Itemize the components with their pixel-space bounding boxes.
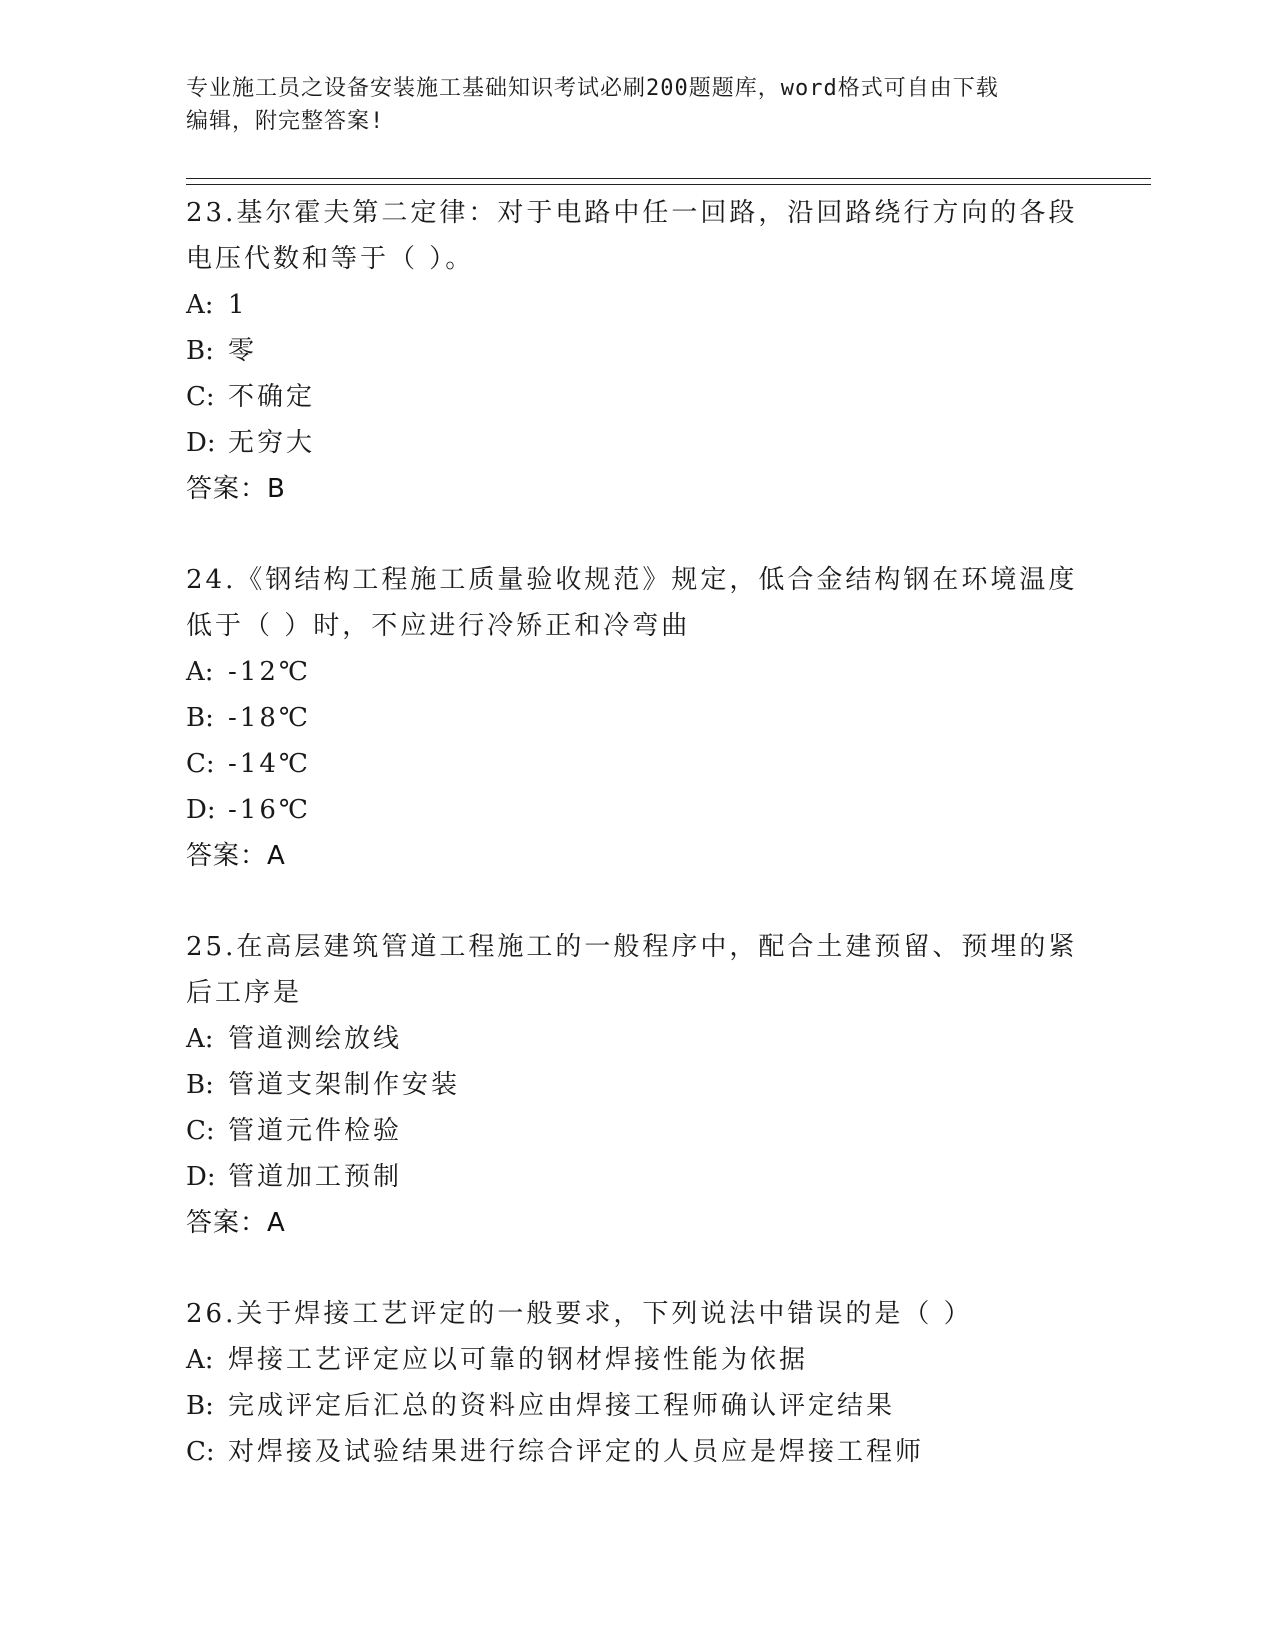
option-text: 焊接工艺评定应以可靠的钢材焊接性能为依据 xyxy=(228,1345,809,1375)
option-letter: B: xyxy=(186,1070,214,1100)
option-letter: C: xyxy=(186,1116,215,1146)
option-c xyxy=(186,374,1086,420)
option-letter: D: xyxy=(186,795,216,825)
option-a xyxy=(186,1016,1086,1062)
option-text: -16℃ xyxy=(228,795,311,825)
answer-line: 答案：B xyxy=(186,474,286,504)
question-25 xyxy=(186,924,1086,1246)
question-23 xyxy=(186,190,1086,512)
option-letter: A: xyxy=(186,657,214,687)
option-text: 管道元件检验 xyxy=(228,1116,403,1146)
option-letter: C: xyxy=(186,749,215,779)
option-letter: A: xyxy=(186,290,214,320)
option-c xyxy=(186,1429,1086,1475)
option-text: 管道支架制作安装 xyxy=(228,1070,461,1100)
question-24 xyxy=(186,557,1086,879)
option-text: 不确定 xyxy=(228,382,316,412)
option-d xyxy=(186,1154,1086,1200)
option-d xyxy=(186,787,1086,833)
option-text: 无穷大 xyxy=(228,428,316,458)
option-text: 1 xyxy=(228,290,248,320)
option-text: 零 xyxy=(228,336,258,366)
option-a xyxy=(186,1337,1086,1383)
option-letter: A: xyxy=(186,1345,214,1375)
option-text: -12℃ xyxy=(228,657,311,687)
header-line-2: 编辑，附完整答案! xyxy=(186,109,385,134)
option-letter: B: xyxy=(186,336,214,366)
option-letter: B: xyxy=(186,1391,214,1421)
question-stem: 23.基尔霍夫第二定律：对于电路中任一回路，沿回路绕行方向的各段电压代数和等于（ ）。 xyxy=(186,198,1078,274)
question-stem: 24.《钢结构工程施工质量验收规范》规定，低合金结构钢在环境温度低于（ ）时，不应进行冷矫正和冷弯曲 xyxy=(186,565,1078,641)
option-letter: A: xyxy=(186,1024,214,1054)
answer-line: 答案：A xyxy=(186,1208,286,1238)
option-text: -14℃ xyxy=(228,749,311,779)
question-stem: 26.关于焊接工艺评定的一般要求，下列说法中错误的是（ ） xyxy=(186,1299,973,1329)
document-header xyxy=(186,72,1086,138)
header-divider-bottom xyxy=(186,184,1151,185)
question-list xyxy=(186,190,1086,1520)
option-letter: C: xyxy=(186,382,215,412)
option-text: 对焊接及试验结果进行综合评定的人员应是焊接工程师 xyxy=(228,1437,925,1467)
option-text: 管道加工预制 xyxy=(228,1162,403,1192)
option-b xyxy=(186,1383,1086,1429)
option-letter: D: xyxy=(186,428,216,458)
option-text: -18℃ xyxy=(228,703,311,733)
option-letter: D: xyxy=(186,1162,216,1192)
option-c xyxy=(186,741,1086,787)
option-letter: B: xyxy=(186,703,214,733)
question-stem: 25.在高层建筑管道工程施工的一般程序中，配合土建预留、预埋的紧后工序是 xyxy=(186,932,1078,1008)
option-text: 管道测绘放线 xyxy=(228,1024,403,1054)
option-b xyxy=(186,1062,1086,1108)
option-b xyxy=(186,328,1086,374)
option-a xyxy=(186,649,1086,695)
option-c xyxy=(186,1108,1086,1154)
question-26 xyxy=(186,1291,1086,1475)
header-line-1: 专业施工员之设备安装施工基础知识考试必刷200题题库，word格式可自由下载 xyxy=(186,76,999,101)
answer-line: 答案：A xyxy=(186,841,286,871)
option-b xyxy=(186,695,1086,741)
header-divider-top xyxy=(186,178,1151,179)
option-text: 完成评定后汇总的资料应由焊接工程师确认评定结果 xyxy=(228,1391,896,1421)
option-d xyxy=(186,420,1086,466)
option-a xyxy=(186,282,1086,328)
option-letter: C: xyxy=(186,1437,215,1467)
